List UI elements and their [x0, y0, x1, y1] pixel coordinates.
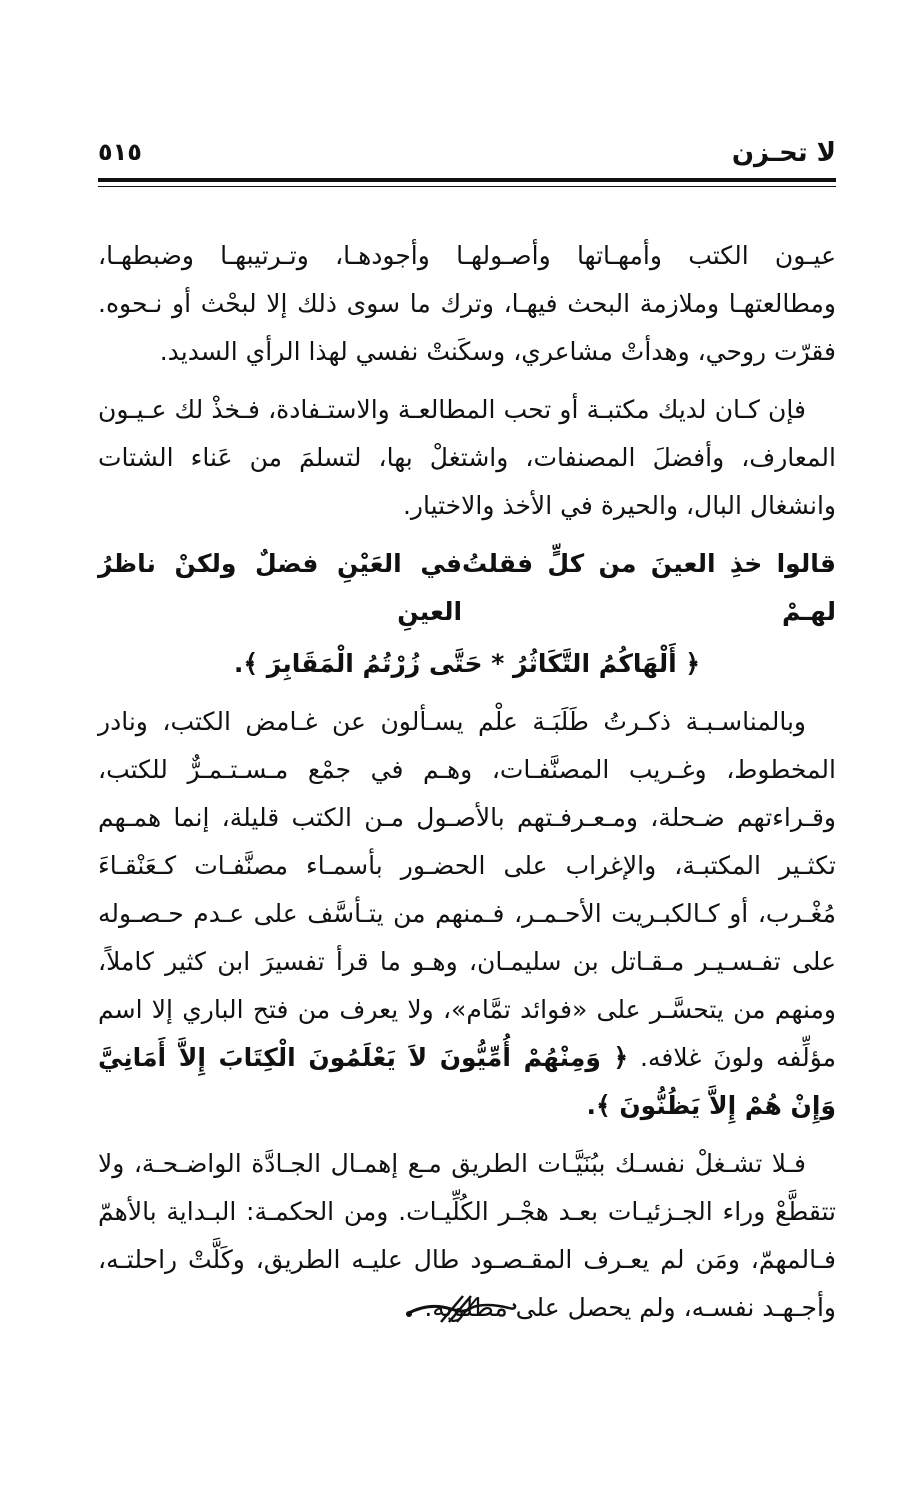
- body-text: [98, 232, 836, 1342]
- header-rule-thick: [98, 178, 836, 182]
- divider-flourish-icon: [0, 1292, 921, 1330]
- paragraph-4: فـلا تشـغلْ نفسـك ببُنَيَّـات الطريق مـع إهمـال الجـادَّة الواضـحـة، ولا تتقطَّعْ وراء الجـزئيـات بعـد هجْـر الكُلِّيـات. ومن الحكمـة: البـداية بالأهمّ فـالمهمّ، ومَن لم يعـرف المقـصـود طال عليـه الطريق، وكَلَّتْ راحلتـه، وأجـهـد نفسـه، ولم يحصل على مطلوبه.: [98, 1149, 836, 1322]
- paragraph-1: عيـون الكتب وأمهـاتها وأصـولهـا وأجودهـا، وتـرتيبهـا وضبطهـا، ومطالعتهـا وملازمة البحث فيهـا، وترك ما سوى ذلك إلا لبحْث أو نـحوه. فقرّت روحي، وهدأتْ مشاعري، وسكَنتْ نفسي لهذا الرأي السديد.: [98, 241, 836, 366]
- paragraph-3-text: وبالمناسـبـة ذكـرتُ طَلَبَـة علْم يسـألون عن غـامض الكتب، ونادر المخطوط، وغـريب المصنَّفـات، وهـم في جمْع مـسـتـمـرٌّ للكتب، وقـراءتهم ضـحلة، ومـعـرفـتهم بالأصـول مـن الكتب قليلة، إنما همـهم تكثـير المكتبـة، والإغراب على الحضـور بأسمـاء مصنَّفـات كـعَنْقـاءَ مُغْـرب، أو كـالكبـريت الأحـمـر، فـمنهم من يتـأسَّف على عـدم حـصـوله على تفـسـيـر مـقـاتل بن سليمـان، وهـو ما قرأ تفسيرَ ابن كثير كاملاً، ومنهم من يتحسَّـر على «فوائد تمَّام»، ولا يعرف من فتح الباري إلا اسم مؤلِّفه ولونَ غلافه.: [98, 707, 836, 1072]
- paragraph-2: فإن كـان لديك مكتبـة أو تحب المطالعـة والاستـفادة، فـخذْ لك عـيـون المعارف، وأفضلَ المصنفات، واشتغلْ بها، لتسلمَ من عَناء الشتات وانشغال البال، والحيرة في الأخذ والاختيار.: [98, 395, 836, 520]
- quran-quote-1: ﴿ أَلْهَاكُمُ التَّكَاثُرُ * حَتَّى زُرْتُمُ الْمَقَابِرَ ﴾.: [233, 649, 701, 678]
- paragraph-3: [98, 698, 836, 1130]
- poetry-verse: [98, 540, 836, 636]
- header-rule-thin: [98, 186, 836, 187]
- verse-first-hemistich: قالوا خذِ العينَ من كلٍّ فقلتُ لهـمْ: [462, 549, 836, 626]
- page-number: ٥١٥: [98, 138, 142, 166]
- quran-quote-2: ﴿ وَمِنْهُمْ أُمِّيُّونَ لاَ يَعْلَمُونَ الْكِتَابَ إِلاَّ أَمَانِيَّ وَإِنْ هُمْ إِلاَّ يَظُنُّونَ ﴾.: [98, 1043, 836, 1120]
- verse-second-hemistich: في العَيْنِ فضلٌ ولكنْ ناظرُ العينِ: [98, 549, 463, 626]
- page-header: [98, 138, 836, 178]
- running-title: لا تحـزن: [731, 138, 836, 168]
